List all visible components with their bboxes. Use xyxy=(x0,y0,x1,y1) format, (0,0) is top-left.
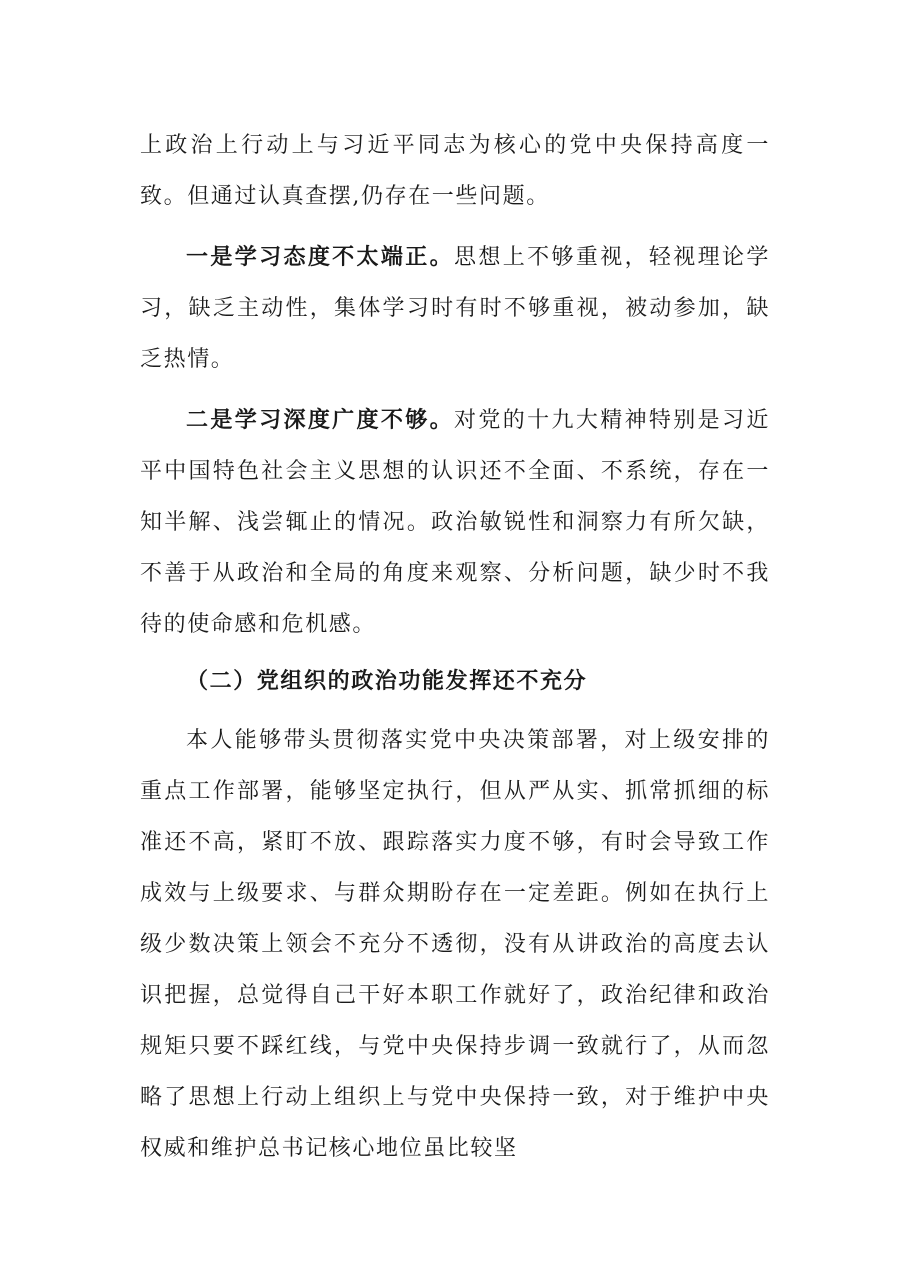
paragraph-text: 上政治上行动上与习近平同志为核心的党中央保持高度一致。但通过认真查摆,仍存在一些问题。 xyxy=(140,133,770,209)
document-body xyxy=(140,120,770,1174)
paragraph-lead: 一是学习态度不太端正。 xyxy=(186,245,455,270)
section-heading: （二）党组织的政治功能发挥还不充分 xyxy=(186,669,588,694)
paragraph-text: 思想上不够重视，轻视理论学习，缺乏主动性，集体学习时有时不够重视，被动参加，缺乏热情。 xyxy=(140,245,770,372)
paragraph-study-depth xyxy=(140,395,770,650)
paragraph-political-function xyxy=(140,715,770,1174)
paragraph-text: 本人能够带头贯彻落实党中央决策部署，对上级安排的重点工作部署，能够坚定执行，但从严从实、抓常抓细的标准还不高，紧盯不放、跟踪落实力度不够，有时会导致工作成效与上级要求、与群众期盼存在一定差距。例如在执行上级少数决策上领会不充分不透彻，没有从讲政治的高度去认识把握，总觉得自己干好本职工作就好了，政治纪律和政治规矩只要不踩红线，与党中央保持步调一致就行了，从而忽略了思想上行动上组织上与党中央保持一致，对于维护中央权威和维护总书记核心地位虽比较坚 xyxy=(140,728,770,1161)
paragraph-text: 对党的十九大精神特别是习近平中国特色社会主义思想的认识还不全面、不系统，存在一知半解、浅尝辄止的情况。政治敏锐性和洞察力有所欠缺，不善于从政治和全局的角度来观察、分析问题，缺少时不我待的使命感和危机感。 xyxy=(140,408,770,637)
paragraph-continuation xyxy=(140,120,770,222)
paragraph-lead: 二是学习深度广度不够。 xyxy=(186,408,455,433)
paragraph-study-attitude xyxy=(140,232,770,385)
